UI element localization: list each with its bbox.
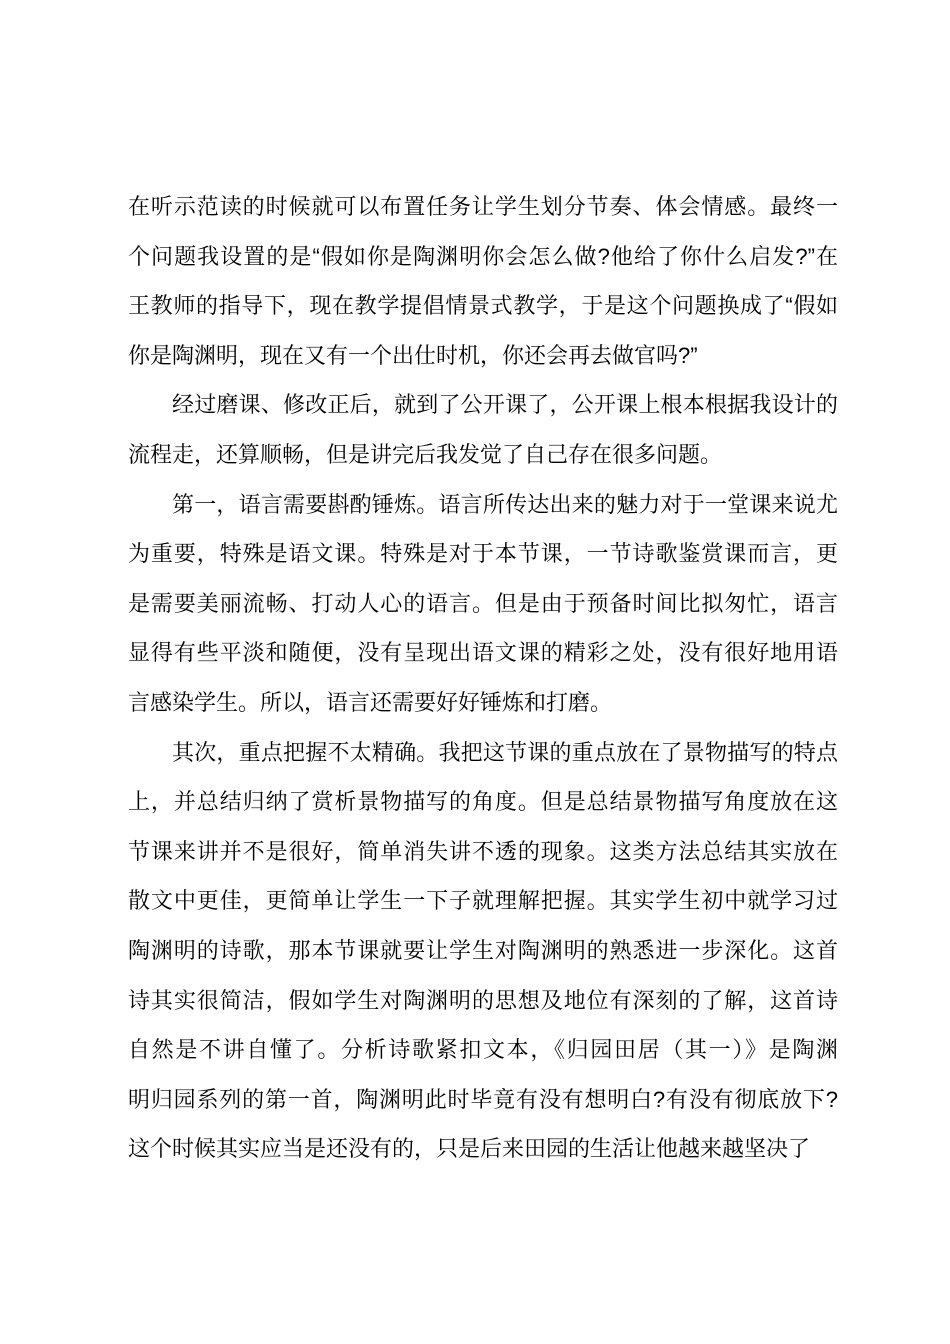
- text-line: 这个时候其实应当是还没有的，只是后来田园的生活让他越来越坚决了: [128, 1136, 811, 1162]
- text-line: 自然是不讲自懂了。分析诗歌紧扣文本，《归园田居（其一）》是陶渊: [128, 1037, 838, 1063]
- text-line: 经过磨课、修改正后，就到了公开课了，公开课上根本根据我设计的: [172, 392, 838, 418]
- paragraph: [128, 380, 838, 479]
- text-line: 在听示范读的时候就可以布置任务让学生划分节奏、体会情感。最终一: [128, 194, 838, 219]
- text-line: 显得有些平淡和随便，没有呈现出语文课的精彩之处，没有很好地用语: [128, 640, 838, 666]
- text-line: 明归园系列的第一首，陶渊明此时毕竟有没有想明白?有没有彻底放下?: [128, 1086, 838, 1112]
- paragraph: [128, 182, 838, 380]
- text-line: 散文中更佳，更简单让学生一下子就理解把握。其实学生初中就学习过: [128, 888, 838, 914]
- document-body: [128, 182, 838, 1174]
- text-line: 王教师的指导下，现在教学提倡情景式教学，于是这个问题换成了“假如: [128, 293, 838, 319]
- text-line: 你是陶渊明，现在又有一个出仕时机，你还会再去做官吗?”: [128, 342, 698, 368]
- text-line: 诗其实很简洁，假如学生对陶渊明的思想及地位有深刻的了解，这首诗: [128, 987, 838, 1013]
- text-line: 节课来讲并不是很好，简单消失讲不透的现象。这类方法总结其实放在: [128, 838, 838, 864]
- paragraph: [128, 480, 838, 728]
- paragraph: [128, 728, 838, 1174]
- text-line: 个问题我设置的是“假如你是陶渊明你会怎么做?他给了你什么启发?”在: [128, 243, 838, 269]
- text-line: 第一，语言需要斟酌锤炼。语言所传达出来的魅力对于一堂课来说尤: [172, 491, 838, 517]
- text-line: 陶渊明的诗歌，那本节课就要让学生对陶渊明的熟悉进一步深化。这首: [128, 937, 838, 963]
- text-line: 流程走，还算顺畅，但是讲完后我发觉了自己存在很多问题。: [128, 441, 723, 467]
- text-line: 上，并总结归纳了赏析景物描写的角度。但是总结景物描写角度放在这: [128, 789, 838, 815]
- text-line: 其次，重点把握不太精确。我把这节课的重点放在了景物描写的特点: [172, 739, 838, 765]
- text-line: 为重要，特殊是语文课。特殊是对于本节课，一节诗歌鉴赏课而言，更: [128, 541, 838, 567]
- text-line: 是需要美丽流畅、打动人心的语言。但是由于预备时间比拟匆忙，语言: [128, 590, 838, 616]
- text-line: 言感染学生。所以，语言还需要好好锤炼和打磨。: [128, 689, 613, 715]
